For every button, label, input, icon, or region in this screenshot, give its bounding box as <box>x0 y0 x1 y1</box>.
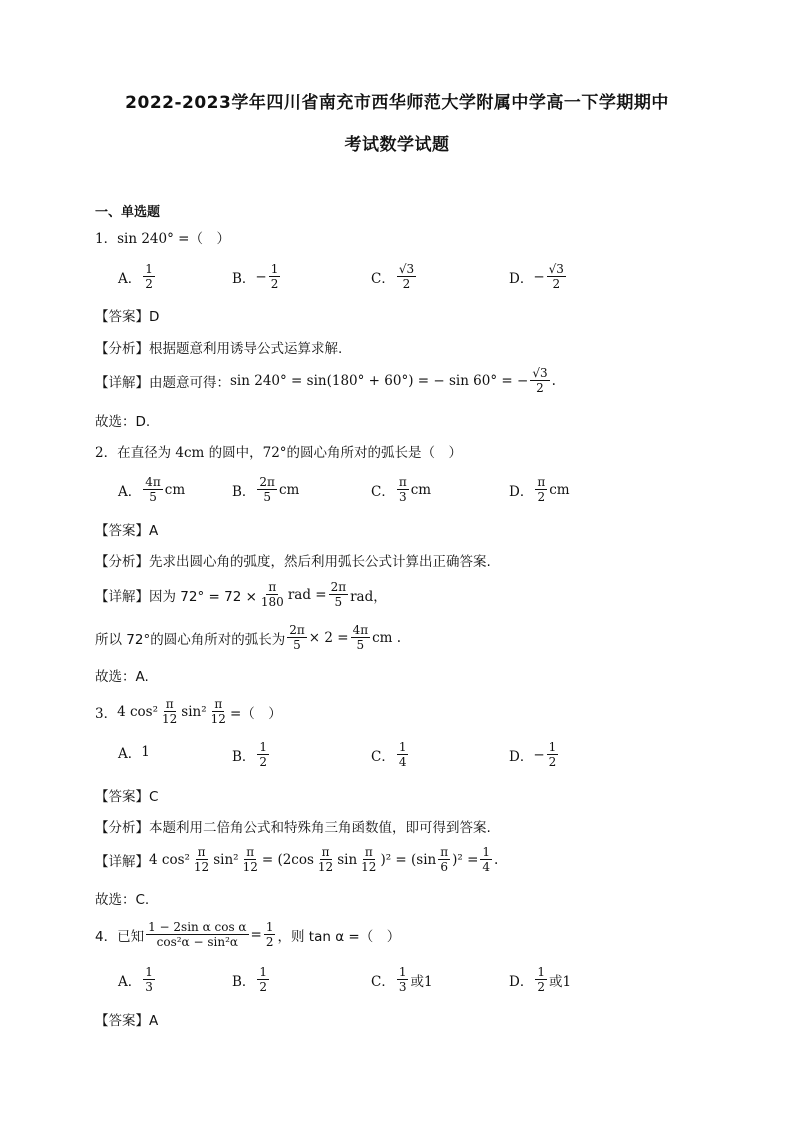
q3-option-c: C． $\frac{1}{4}$ <box>371 740 407 769</box>
fraction: $\frac{\pi}{3}$ <box>398 475 407 504</box>
fraction: $\frac{1}{2}$ <box>270 262 279 291</box>
fraction: $\frac{2\pi}{5}$ <box>259 475 275 504</box>
fraction: $\frac{2\pi}{5}$ <box>330 580 347 609</box>
fraction: $\frac{\pi}{12}$ <box>317 845 334 874</box>
q2-option-b: B． $\frac{2\pi}{5}$ cm <box>232 475 300 504</box>
fraction: $\frac{\pi}{12}$ <box>210 697 226 726</box>
q3-option-b: B． $\frac{1}{2}$ <box>232 740 268 769</box>
fraction: $\frac{1}{4}$ <box>482 845 491 874</box>
q2-option-a: A． $\frac{4\pi}{5}$ cm <box>118 475 186 504</box>
q2-detail: 【详解】因为 72° = 72 × $\frac{\pi}{180}$ rad = $\frac{2\pi}{5}$ rad， <box>95 580 387 609</box>
q3-stem: 3． 4 cos² $\frac{\pi}{12}$ sin² $\frac{\pi}{12}$ =（ ） <box>95 697 282 726</box>
fraction: $\frac{√3}{2}$ <box>532 366 548 395</box>
q4-option-d: D． $\frac{1}{2}$ 或1 <box>509 965 572 994</box>
q1-option-b: B． − $\frac{1}{2}$ <box>232 262 279 291</box>
fraction: $\frac{1}{2}$ <box>265 920 274 949</box>
q4-option-b: B． $\frac{1}{2}$ <box>232 965 268 994</box>
q1-option-c: C． $\frac{√3}{2}$ <box>371 262 415 291</box>
fraction: $\frac{\pi}{12}$ <box>242 845 258 874</box>
doc-title-line1: 2022-2023学年四川省南充市西华师范大学附属中学高一下学期期中 <box>125 93 669 113</box>
q3-answer: 【答案】C <box>95 789 159 805</box>
q1-detail: 【详解】由题意可得： sin 240° = sin(180° + 60°) = − sin 60° = − $\frac{√3}{2}$ . <box>95 366 556 395</box>
fraction: $\frac{4\pi}{5}$ <box>145 475 161 504</box>
q3-conclusion: 故选：C. <box>95 892 150 908</box>
fraction: $\frac{\text{1 − 2sin α cos α}}{\text{cos²α − sin²α}}$ <box>148 920 247 949</box>
fraction: $\frac{1}{2}$ <box>548 740 557 769</box>
q1-conclusion: 故选：D. <box>95 414 151 430</box>
fraction: $\frac{\pi}{180}$ <box>260 580 284 609</box>
q2-stem: 2．在直径为 4cm 的圆中，72°的圆心角所对的弧长是（ ） <box>95 445 463 461</box>
q3-option-a: A． 1 <box>118 744 150 762</box>
fraction: $\frac{\pi}{12}$ <box>361 845 377 874</box>
q1-analysis: 【分析】根据题意利用诱导公式运算求解. <box>95 341 343 357</box>
fraction: $\frac{1}{3}$ <box>145 965 153 994</box>
q1-option-a: A． $\frac{1}{2}$ <box>118 262 153 291</box>
q4-option-a: A． $\frac{1}{3}$ <box>118 965 153 994</box>
fraction: $\frac{√3}{2}$ <box>548 262 564 291</box>
fraction: $\frac{1}{2}$ <box>145 262 153 291</box>
fraction: $\frac{1}{3}$ <box>398 965 407 994</box>
q3-analysis: 【分析】本题利用二倍角公式和特殊角三角函数值，即可得到答案. <box>95 820 491 836</box>
q2-answer: 【答案】A <box>95 523 159 539</box>
q2-option-c: C． $\frac{\pi}{3}$ cm <box>371 475 432 504</box>
fraction: $\frac{\pi}{2}$ <box>537 475 546 504</box>
fraction: $\frac{√3}{2}$ <box>398 262 415 291</box>
section-heading: 一、单选题 <box>95 205 161 220</box>
q4-option-c: C． $\frac{1}{3}$ 或1 <box>371 965 433 994</box>
fraction: $\frac{\pi}{12}$ <box>162 697 178 726</box>
q2-option-d: D． $\frac{\pi}{2}$ cm <box>509 475 570 504</box>
fraction: $\frac{1}{2}$ <box>537 965 545 994</box>
q3-detail: 【详解】 4 cos² $\frac{\pi}{12}$ sin² $\frac{\pi}{12}$ = (2cos $\frac{\pi}{12}$ sin $\frac{\pi}{12}$ )² = (sin $\frac{\pi}{6}$ )² = $\frac{1}{4}$ . <box>95 845 499 874</box>
q4-stem: 4．已知 $\frac{\text{1 − 2sin α cos α}}{\text{cos²α − sin²α}}$ = $\frac{1}{2}$ ，则 tan α =（ ） <box>95 920 401 949</box>
q1-option-d: D． − $\frac{√3}{2}$ <box>509 262 564 291</box>
q4-answer: 【答案】A <box>95 1013 159 1029</box>
q1-stem: 1．sin 240° =（ ） <box>95 231 230 247</box>
doc-title-line2: 考试数学试题 <box>344 135 450 155</box>
fraction: $\frac{1}{2}$ <box>259 740 268 769</box>
q3-option-d: D． − $\frac{1}{2}$ <box>509 740 557 769</box>
fraction: $\frac{\pi}{12}$ <box>193 845 210 874</box>
fraction: $\frac{2\pi}{5}$ <box>289 623 305 652</box>
fraction: $\frac{1}{4}$ <box>398 740 407 769</box>
fraction: $\frac{4\pi}{5}$ <box>352 623 369 652</box>
q2-analysis: 【分析】先求出圆心角的弧度，然后利用弧长公式计算出正确答案. <box>95 554 491 570</box>
q2-detail-line2: 所以 72°的圆心角所对的弧长为 $\frac{2\pi}{5}$ × 2 = $\frac{4\pi}{5}$ cm . <box>95 623 402 652</box>
fraction: $\frac{\pi}{6}$ <box>440 845 449 874</box>
q1-answer: 【答案】D <box>95 309 160 325</box>
q2-conclusion: 故选：A. <box>95 669 149 685</box>
fraction: $\frac{1}{2}$ <box>259 965 268 994</box>
